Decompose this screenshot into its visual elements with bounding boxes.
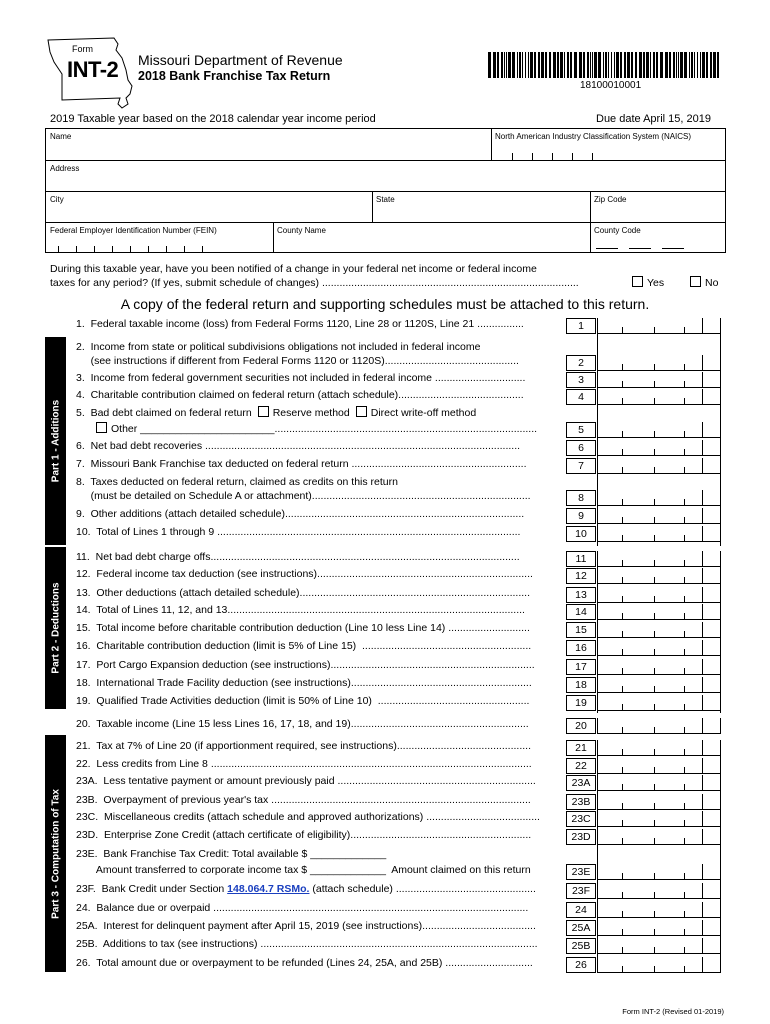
department-name: Missouri Department of Revenue [138, 52, 343, 68]
line-number-box: 5 [566, 422, 596, 438]
amount-field[interactable] [598, 695, 720, 711]
amount-field[interactable] [598, 508, 720, 524]
state-field[interactable]: State [376, 195, 395, 204]
checkbox-icon [258, 406, 269, 417]
line-number-box: 25A [566, 920, 596, 936]
fein-field[interactable]: Federal Employer Identification Number (FEIN) [50, 226, 217, 235]
line-number-box: 4 [566, 389, 596, 405]
amount-field[interactable] [598, 458, 720, 474]
amount-field[interactable] [598, 794, 720, 810]
line-number-box: 24 [566, 902, 596, 918]
tax-year-text: 2019 Taxable year based on the 2018 calendar year income period [50, 113, 376, 125]
checkbox-icon [356, 406, 367, 417]
address-field[interactable]: Address [50, 164, 80, 173]
amount-field[interactable] [598, 355, 720, 371]
line-number-box: 10 [566, 526, 596, 542]
line-number-box: 25B [566, 938, 596, 954]
line-number-box: 18 [566, 677, 596, 693]
amount-field[interactable] [598, 490, 720, 506]
amount-field[interactable] [598, 883, 720, 899]
amount-column-rule [720, 551, 721, 713]
line-number-box: 16 [566, 640, 596, 656]
attachment-notice: A copy of the federal return and supporting schedules must be attached to this return. [120, 296, 650, 312]
line-number-box: 22 [566, 758, 596, 774]
city-field[interactable]: City [50, 195, 64, 204]
no-checkbox[interactable]: No [690, 276, 718, 289]
amount-field[interactable] [598, 622, 720, 638]
amount-field[interactable] [598, 775, 720, 791]
amount-column-rule [597, 718, 598, 734]
amount-field[interactable] [598, 440, 720, 456]
zip-code-field[interactable]: Zip Code [594, 195, 627, 204]
part2-sidebar: Part 2 - Deductions [45, 547, 66, 709]
barcode-icon [488, 52, 720, 78]
line-number-box: 11 [566, 551, 596, 567]
amount-field[interactable] [598, 372, 720, 388]
amount-field[interactable] [598, 938, 720, 954]
line-number-box: 17 [566, 659, 596, 675]
line-number-box: 23F [566, 883, 596, 899]
line-number-box: 21 [566, 740, 596, 756]
amount-field[interactable] [598, 526, 720, 542]
form-footer: Form INT-2 (Revised 01-2019) [622, 1007, 724, 1016]
bad-debt-method-checkbox[interactable]: Direct write-off method [356, 407, 476, 419]
line-number-box: 6 [566, 440, 596, 456]
amount-field[interactable] [598, 902, 720, 918]
taxpayer-info-box [45, 128, 726, 253]
federal-change-question: During this taxable year, have you been notified of a change in your federal net income or federal income taxes for any period? (If yes, submit schedule of changes) ........................................................................................ [50, 263, 579, 289]
barcode-number: 18100010001 [580, 80, 642, 91]
line-number-box: 13 [566, 587, 596, 603]
line-number-box: 19 [566, 695, 596, 711]
line-number-box: 26 [566, 957, 596, 973]
amount-field[interactable] [598, 587, 720, 603]
rsmo-link[interactable]: 148.064.7 RSMo. [227, 883, 310, 895]
form-label: Form [72, 44, 93, 54]
amount-field[interactable] [598, 659, 720, 675]
line-number-box: 14 [566, 604, 596, 620]
amount-field[interactable] [598, 318, 720, 334]
amount-field[interactable] [598, 829, 720, 845]
line-number-box: 2 [566, 355, 596, 371]
form-number: INT-2 [67, 57, 119, 82]
checkbox-icon [632, 276, 643, 287]
county-code-field[interactable]: County Code [594, 226, 641, 235]
amount-field[interactable] [598, 551, 720, 567]
line-number-box: 20 [566, 718, 596, 734]
amount-field[interactable] [598, 957, 720, 973]
name-field[interactable]: Name [50, 132, 72, 141]
checkbox-icon [690, 276, 701, 287]
amount-column-rule [720, 718, 721, 734]
amount-field[interactable] [598, 864, 720, 880]
amount-column-rule [597, 551, 598, 713]
amount-field[interactable] [598, 677, 720, 693]
line-number-box: 15 [566, 622, 596, 638]
amount-field[interactable] [598, 640, 720, 656]
amount-field[interactable] [598, 389, 720, 405]
part3-sidebar: Part 3 - Computation of Tax [45, 735, 66, 972]
amount-column-rule [597, 318, 598, 546]
line-number-box: 1 [566, 318, 596, 334]
bad-debt-method-checkbox[interactable]: Other _______________________ [96, 423, 275, 435]
amount-field[interactable] [598, 758, 720, 774]
amount-field[interactable] [598, 568, 720, 584]
line-number-box: 23E [566, 864, 596, 880]
line-number-box: 23A [566, 775, 596, 791]
due-date-text: Due date April 15, 2019 [596, 113, 711, 125]
amount-field[interactable] [598, 604, 720, 620]
yes-checkbox[interactable]: Yes [632, 276, 664, 289]
county-name-field[interactable]: County Name [277, 226, 326, 235]
line-number-box: 3 [566, 372, 596, 388]
line-number-box: 7 [566, 458, 596, 474]
amount-field[interactable] [598, 920, 720, 936]
line-number-box: 8 [566, 490, 596, 506]
checkbox-icon [96, 422, 107, 433]
line-number-box: 23C [566, 811, 596, 827]
amount-column-rule [720, 740, 721, 973]
amount-field[interactable] [598, 740, 720, 756]
part1-sidebar: Part 1 - Additions [45, 337, 66, 545]
form-title: 2018 Bank Franchise Tax Return [138, 69, 331, 83]
line-number-box: 12 [566, 568, 596, 584]
amount-field[interactable] [598, 718, 720, 734]
line-number-box: 23B [566, 794, 596, 810]
naics-field[interactable]: North American Industry Classification System (NAICS) [495, 132, 692, 141]
amount-column-rule [597, 740, 598, 973]
amount-field[interactable] [598, 422, 720, 438]
amount-column-rule [720, 318, 721, 546]
amount-field[interactable] [598, 811, 720, 827]
bad-debt-method-checkbox[interactable]: Reserve method [258, 407, 350, 419]
line-number-box: 9 [566, 508, 596, 524]
line-number-box: 23D [566, 829, 596, 845]
